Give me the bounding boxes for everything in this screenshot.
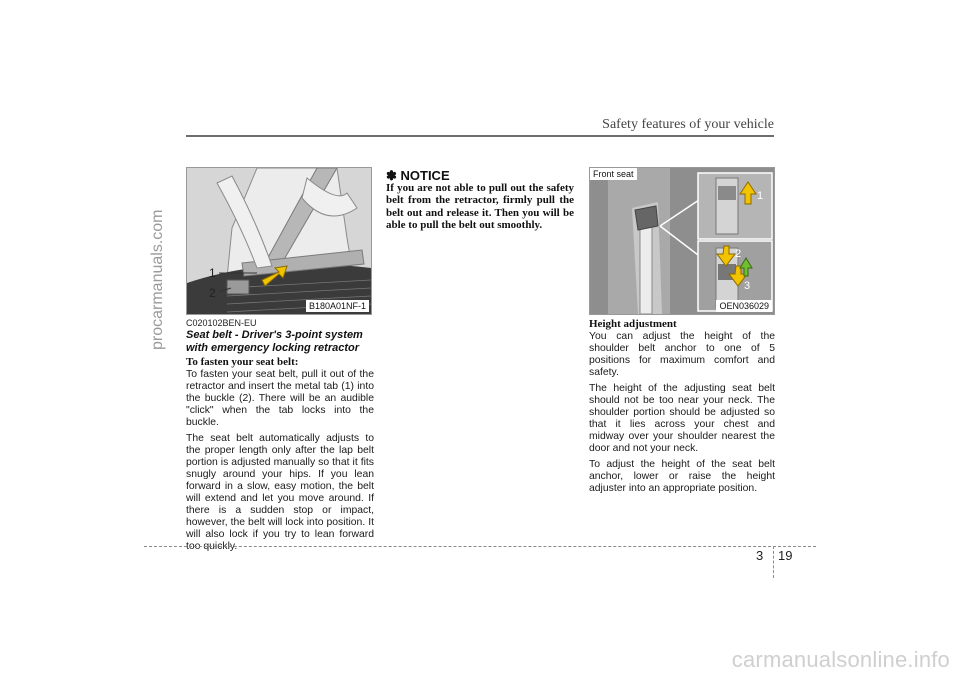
notice-body: If you are not able to pull out the safety belt from the retractor, firmly pull the belt out and release it. Then you will be able to pull the belt out smoothly.: [386, 182, 574, 231]
right-body-text: [589, 331, 775, 499]
side-watermark: [145, 190, 175, 350]
figure-code: OEN036029: [716, 300, 772, 312]
section-code: C020102BEN-EU: [186, 318, 257, 328]
height-adjust-figure: [589, 167, 775, 315]
section-title: Safety features of your vehicle: [602, 117, 774, 132]
watermark-text: procarmanuals.com: [149, 209, 166, 350]
callout-2: 2: [209, 286, 216, 300]
chapter-number: 3: [756, 548, 764, 563]
footer-rule: [144, 546, 816, 547]
callout-1: 1: [209, 266, 216, 280]
figure-label: Front seat: [590, 168, 637, 180]
callout-1: 1: [757, 190, 764, 202]
paragraph: To adjust the height of the seat belt anchor, lower or raise the height adjuster into an appropriate position.: [589, 459, 775, 494]
heading-line-1: Seat belt - Driver's 3-point system: [186, 329, 363, 341]
callout-3: 3: [744, 280, 751, 292]
figure-code: B180A01NF-1: [306, 300, 369, 312]
paragraph: The height of the adjusting seat belt should not be too near your neck. The shoulder portion should be adjusted so that it lies across your chest and midway over your shoulder nearest the door and not your neck.: [589, 383, 775, 454]
heading-line-2: with emergency locking retractor: [186, 342, 359, 354]
footer-divider: [773, 546, 774, 578]
notice-title: ✽ NOTICE: [386, 168, 450, 183]
paragraph: The seat belt automatically adjusts to the proper length only after the lap belt portion is adjusted manually so that it fits snugly around your hips. If you lean forward in a slow, easy motion, the belt will extend and let you move around. If there is a sudden stop or impact, however, the belt will lock into position. It will also lock if you try to lean forward too quickly.: [186, 433, 374, 552]
paragraph: You can adjust the height of the shoulder belt anchor to one of 5 positions for maximum comfort and safety.: [589, 331, 775, 378]
section-heading: [186, 329, 372, 355]
header-rule: [186, 135, 774, 137]
page-number: 19: [778, 548, 793, 563]
seatbelt-fastening-figure: [186, 167, 372, 315]
fasten-subheading: To fasten your seat belt:: [186, 356, 299, 368]
callout-2: 2: [735, 248, 742, 260]
site-watermark[interactable]: carmanualsonline.info: [731, 647, 950, 672]
height-adjustment-subheading: Height adjustment: [589, 318, 677, 330]
height-adjuster-illustration: [590, 168, 774, 314]
left-body-text: [186, 369, 374, 557]
paragraph: To fasten your seat belt, pull it out of the retractor and insert the metal tab (1) into the buckle (2). There will be an audible "click" when the tab locks into the buckle.: [186, 369, 374, 428]
